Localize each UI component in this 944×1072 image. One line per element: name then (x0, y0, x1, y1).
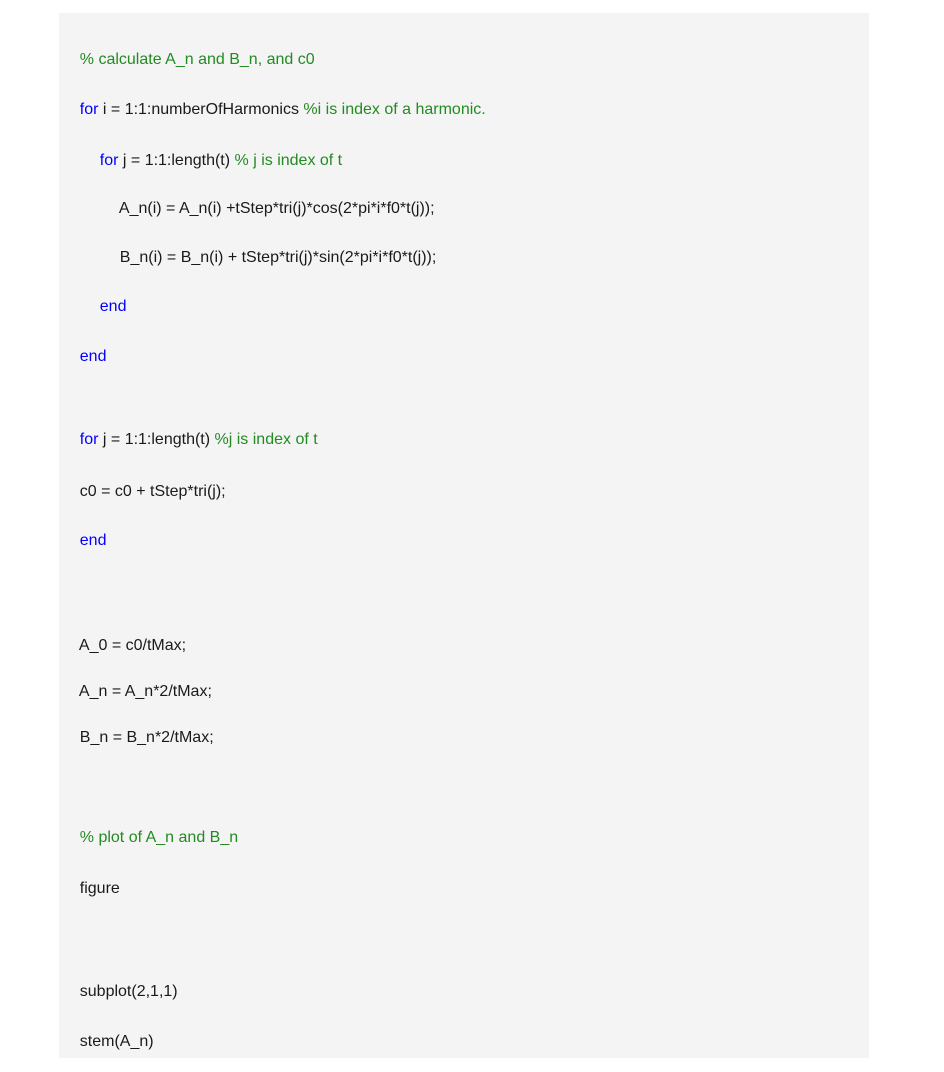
code-keyword: for (79, 101, 99, 118)
code-text: stem(A_n) (79, 1033, 154, 1050)
code-keyword: end (79, 348, 107, 365)
code-keyword: end (79, 532, 107, 549)
code-text: subplot(2,1,1) (79, 983, 178, 1000)
code-comment: % j is index of t (234, 152, 343, 169)
code-text: j = 1:1:length(t) (98, 431, 215, 448)
code-line-bn-update (102, 228, 436, 288)
code-line-bn-scale (62, 708, 214, 768)
code-line-stem (62, 1012, 154, 1072)
code-comment: % calculate A_n and B_n, and c0 (79, 51, 315, 68)
code-keyword: for (99, 152, 119, 169)
code-text: A_0 = c0/tMax; (78, 637, 187, 654)
code-text: A_n(i) = A_n(i) +tStep*tri(j)*cos(2*pi*i*f0*t(j)); (118, 200, 435, 217)
code-text: c0 = c0 + tStep*tri(j); (79, 483, 226, 500)
code-block (59, 13, 869, 1058)
code-line-for-j-c0 (62, 410, 318, 470)
code-line-end-c0 (62, 511, 106, 571)
code-text: i = 1:1:numberOfHarmonics (98, 101, 304, 118)
code-comment: %j is index of t (214, 431, 318, 448)
code-line-end-outer (62, 327, 106, 387)
code-line-figure (62, 859, 120, 919)
code-text: j = 1:1:length(t) (118, 152, 235, 169)
code-text: B_n = B_n*2/tMax; (79, 729, 214, 746)
code-text: figure (79, 880, 120, 897)
code-text: A_n = A_n*2/tMax; (78, 683, 212, 700)
code-comment: %i is index of a harmonic. (303, 101, 486, 118)
code-keyword: for (79, 431, 99, 448)
code-text: B_n(i) = B_n(i) + tStep*tri(j)*sin(2*pi*i*f0*t(j)); (119, 249, 437, 266)
code-keyword: end (99, 298, 127, 315)
code-comment: % plot of A_n and B_n (79, 829, 239, 846)
